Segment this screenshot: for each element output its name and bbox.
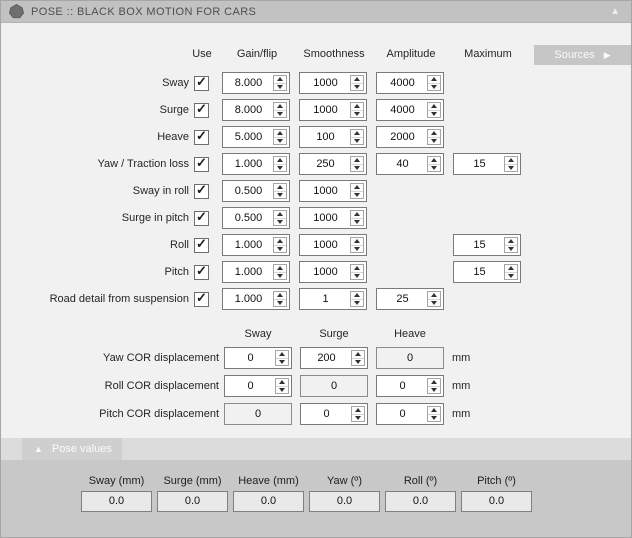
motion-row-road-detail bbox=[1, 288, 631, 310]
spinner-down-icon bbox=[355, 416, 361, 420]
pose-value-readout: 0.0 bbox=[233, 491, 304, 512]
roll-cor-sway-spinner[interactable]: 0 bbox=[224, 375, 292, 397]
spinner-arrows[interactable] bbox=[350, 237, 364, 253]
sway-gain-spinner[interactable]: 8.000 bbox=[222, 72, 290, 94]
spinner-up-icon bbox=[277, 185, 283, 189]
sway-smoothness-spinner[interactable]: 1000 bbox=[299, 72, 367, 94]
spinner-down-icon bbox=[277, 220, 283, 224]
pose-values-tab-label: Pose values bbox=[51, 443, 112, 455]
row-label: Surge in pitch bbox=[121, 212, 189, 224]
spinner-up-icon bbox=[354, 266, 360, 270]
spinner-up-icon bbox=[277, 131, 283, 135]
pitch-maximum-spinner[interactable]: 15 bbox=[453, 261, 521, 283]
spinner-down-icon bbox=[279, 388, 285, 392]
pose-value-readout: 0.0 bbox=[385, 491, 456, 512]
spinner-up-icon bbox=[277, 293, 283, 297]
roll-maximum-spinner[interactable]: 15 bbox=[453, 234, 521, 256]
spinner-up-icon bbox=[355, 408, 361, 412]
yaw-use-checkbox[interactable] bbox=[194, 154, 209, 172]
yaw-cor-surge-spinner[interactable]: 200 bbox=[300, 347, 368, 369]
window-title: POSE :: BLACK BOX MOTION FOR CARS bbox=[31, 5, 257, 18]
spinner-down-icon bbox=[508, 274, 514, 278]
check-icon: ✓ bbox=[196, 100, 207, 116]
spinner-arrows[interactable] bbox=[350, 210, 364, 226]
spinner-down-icon bbox=[354, 274, 360, 278]
header-maximum: Maximum bbox=[464, 48, 512, 60]
road-detail-gain-spinner[interactable]: 1.000 bbox=[222, 288, 290, 310]
spinner-up-icon bbox=[354, 293, 360, 297]
pose-values-tab[interactable] bbox=[22, 438, 122, 460]
spinner-arrows[interactable] bbox=[427, 129, 441, 145]
surge-in-pitch-smoothness-spinner[interactable]: 1000 bbox=[299, 207, 367, 229]
spinner-up-icon bbox=[354, 158, 360, 162]
check-icon: ✓ bbox=[196, 73, 207, 89]
pitch-gain-spinner[interactable]: 1.000 bbox=[222, 261, 290, 283]
spinner-up-icon bbox=[279, 380, 285, 384]
spinner-up-icon bbox=[431, 77, 437, 81]
unit-label: mm bbox=[452, 380, 471, 392]
spinner-down-icon bbox=[354, 139, 360, 143]
spinner-arrows[interactable] bbox=[275, 350, 289, 366]
row-label: Yaw COR displacement bbox=[103, 352, 219, 364]
check-icon: ✓ bbox=[196, 235, 207, 251]
road-detail-smoothness-spinner[interactable]: 1 bbox=[299, 288, 367, 310]
pose-value-roll bbox=[385, 475, 456, 512]
spinner-up-icon bbox=[277, 77, 283, 81]
spinner-arrows[interactable] bbox=[273, 129, 287, 145]
spinner-up-icon bbox=[431, 380, 437, 384]
spinner-arrows[interactable] bbox=[504, 156, 518, 172]
row-label: Sway in roll bbox=[132, 185, 189, 197]
header-amplitude: Amplitude bbox=[386, 48, 436, 60]
spinner-up-icon bbox=[508, 158, 514, 162]
motion-row-sway-in-roll bbox=[1, 180, 631, 202]
spinner-up-icon bbox=[355, 352, 361, 356]
spinner-up-icon bbox=[508, 266, 514, 270]
spinner-down-icon bbox=[277, 139, 283, 143]
spinner-up-icon bbox=[277, 212, 283, 216]
row-label: Pitch COR displacement bbox=[99, 408, 219, 420]
pose-value-sway bbox=[81, 475, 152, 512]
spinner-up-icon bbox=[508, 239, 514, 243]
motion-row-yaw-traction-loss bbox=[1, 153, 631, 175]
spinner-arrows[interactable] bbox=[350, 75, 364, 91]
pose-value-yaw bbox=[309, 475, 380, 512]
spinner-down-icon bbox=[277, 301, 283, 305]
motion-row-pitch bbox=[1, 261, 631, 283]
surge-amplitude-spinner[interactable]: 4000 bbox=[376, 99, 444, 121]
spinner-arrows[interactable] bbox=[427, 102, 441, 118]
header-gain-flip: Gain/flip bbox=[236, 48, 278, 60]
yaw-cor-heave-field-disabled: 0 bbox=[376, 347, 444, 369]
spinner-up-icon bbox=[277, 266, 283, 270]
pose-value-readout: 0.0 bbox=[81, 491, 152, 512]
spinner-arrows[interactable] bbox=[350, 291, 364, 307]
pose-value-readout: 0.0 bbox=[309, 491, 380, 512]
road-detail-use-checkbox[interactable] bbox=[194, 289, 209, 307]
pose-value-label: Pitch (º) bbox=[477, 475, 516, 487]
spinner-up-icon bbox=[431, 104, 437, 108]
spinner-up-icon bbox=[431, 408, 437, 412]
spinner-arrows[interactable] bbox=[273, 210, 287, 226]
spinner-up-icon bbox=[354, 212, 360, 216]
pose-value-label: Heave (mm) bbox=[238, 475, 299, 487]
check-icon: ✓ bbox=[196, 154, 207, 170]
surge-in-pitch-use-checkbox[interactable] bbox=[194, 208, 209, 226]
spinner-down-icon bbox=[355, 360, 361, 364]
spinner-down-icon bbox=[431, 416, 437, 420]
header-use: Use bbox=[192, 48, 212, 60]
yaw-smoothness-spinner[interactable]: 250 bbox=[299, 153, 367, 175]
spinner-arrows[interactable] bbox=[273, 264, 287, 280]
pitch-cor-heave-spinner[interactable]: 0 bbox=[376, 403, 444, 425]
cor-header-sway: Sway bbox=[244, 328, 272, 340]
row-label: Yaw / Traction loss bbox=[97, 158, 189, 170]
motion-row-sway bbox=[1, 72, 631, 94]
header-smoothness: Smoothness bbox=[303, 48, 365, 60]
check-icon: ✓ bbox=[196, 262, 207, 278]
spinner-arrows[interactable] bbox=[351, 350, 365, 366]
spinner-up-icon bbox=[431, 293, 437, 297]
surge-use-checkbox[interactable] bbox=[194, 100, 209, 118]
row-label: Pitch bbox=[164, 266, 189, 278]
spinner-up-icon bbox=[354, 239, 360, 243]
spinner-arrows[interactable] bbox=[273, 156, 287, 172]
pose-value-pitch bbox=[461, 475, 532, 512]
spinner-down-icon bbox=[354, 112, 360, 116]
spinner-down-icon bbox=[277, 193, 283, 197]
spinner-down-icon bbox=[277, 112, 283, 116]
spinner-down-icon bbox=[431, 139, 437, 143]
spinner-down-icon bbox=[354, 301, 360, 305]
spinner-down-icon bbox=[354, 220, 360, 224]
sway-amplitude-spinner[interactable]: 4000 bbox=[376, 72, 444, 94]
spinner-down-icon bbox=[431, 301, 437, 305]
spinner-arrows[interactable] bbox=[275, 378, 289, 394]
pitch-smoothness-spinner[interactable]: 1000 bbox=[299, 261, 367, 283]
row-label: Roll COR displacement bbox=[104, 380, 219, 392]
spinner-arrows[interactable] bbox=[273, 237, 287, 253]
pitch-use-checkbox[interactable] bbox=[194, 262, 209, 280]
pose-value-readout: 0.0 bbox=[157, 491, 228, 512]
spinner-down-icon bbox=[354, 247, 360, 251]
spinner-down-icon bbox=[354, 85, 360, 89]
spinner-up-icon bbox=[277, 158, 283, 162]
cor-column-headers bbox=[1, 328, 631, 342]
spinner-up-icon bbox=[431, 158, 437, 162]
pose-value-label: Sway (mm) bbox=[88, 475, 145, 487]
spinner-arrows[interactable] bbox=[273, 183, 287, 199]
spinner-down-icon bbox=[508, 247, 514, 251]
cor-row-roll bbox=[1, 375, 631, 397]
spinner-down-icon bbox=[431, 112, 437, 116]
surge-in-pitch-gain-spinner[interactable]: 0.500 bbox=[222, 207, 290, 229]
check-icon: ✓ bbox=[196, 181, 207, 197]
motion-row-surge-in-pitch bbox=[1, 207, 631, 229]
spinner-up-icon bbox=[354, 185, 360, 189]
spinner-arrows[interactable] bbox=[351, 406, 365, 422]
pose-value-heave bbox=[233, 475, 304, 512]
sway-in-roll-gain-spinner[interactable]: 0.500 bbox=[222, 180, 290, 202]
road-detail-amplitude-spinner[interactable]: 25 bbox=[376, 288, 444, 310]
pose-value-label: Roll (º) bbox=[403, 475, 438, 487]
spinner-arrows[interactable] bbox=[350, 264, 364, 280]
row-label: Roll bbox=[170, 239, 189, 251]
heave-smoothness-spinner[interactable]: 100 bbox=[299, 126, 367, 148]
yaw-amplitude-spinner[interactable]: 40 bbox=[376, 153, 444, 175]
roll-cor-surge-field-disabled: 0 bbox=[300, 375, 368, 397]
cor-header-heave: Heave bbox=[394, 328, 426, 340]
spinner-up-icon bbox=[279, 352, 285, 356]
row-label: Heave bbox=[157, 131, 189, 143]
unit-label: mm bbox=[452, 408, 471, 420]
spinner-up-icon bbox=[354, 77, 360, 81]
roll-cor-heave-spinner[interactable]: 0 bbox=[376, 375, 444, 397]
roll-smoothness-spinner[interactable]: 1000 bbox=[299, 234, 367, 256]
check-icon: ✓ bbox=[196, 208, 207, 224]
spinner-down-icon bbox=[431, 166, 437, 170]
pose-values-tab-strip bbox=[1, 438, 631, 460]
spinner-up-icon bbox=[354, 131, 360, 135]
spinner-arrows[interactable] bbox=[273, 75, 287, 91]
collapse-panel-icon[interactable]: ▲ bbox=[610, 6, 620, 17]
right-triangle-icon: ▶ bbox=[603, 49, 611, 60]
check-icon: ✓ bbox=[196, 289, 207, 305]
unit-label: mm bbox=[452, 352, 471, 364]
pose-value-readout: 0.0 bbox=[461, 491, 532, 512]
spinner-down-icon bbox=[508, 166, 514, 170]
sources-button[interactable]: Sources ▶ bbox=[534, 45, 631, 65]
spinner-down-icon bbox=[277, 166, 283, 170]
spinner-up-icon bbox=[277, 239, 283, 243]
heave-amplitude-spinner[interactable]: 2000 bbox=[376, 126, 444, 148]
row-label: Surge bbox=[159, 104, 189, 116]
spinner-arrows[interactable] bbox=[427, 75, 441, 91]
spinner-up-icon bbox=[354, 104, 360, 108]
sway-in-roll-use-checkbox[interactable] bbox=[194, 181, 209, 199]
spinner-arrows[interactable] bbox=[273, 102, 287, 118]
cor-header-surge: Surge bbox=[319, 328, 349, 340]
pose-value-surge bbox=[157, 475, 228, 512]
heave-use-checkbox[interactable] bbox=[194, 127, 209, 145]
cor-row-yaw bbox=[1, 347, 631, 369]
pose-value-label: Surge (mm) bbox=[163, 475, 222, 487]
check-icon: ✓ bbox=[196, 127, 207, 143]
spinner-up-icon bbox=[277, 104, 283, 108]
motion-row-roll bbox=[1, 234, 631, 256]
motion-table bbox=[1, 72, 631, 310]
spinner-arrows[interactable] bbox=[350, 102, 364, 118]
pose-values-panel bbox=[1, 460, 631, 537]
spinner-arrows[interactable] bbox=[427, 156, 441, 172]
motion-row-heave bbox=[1, 126, 631, 148]
motion-row-surge bbox=[1, 99, 631, 121]
spinner-down-icon bbox=[277, 247, 283, 251]
spinner-down-icon bbox=[431, 388, 437, 392]
sway-use-checkbox[interactable] bbox=[194, 73, 209, 91]
spinner-down-icon bbox=[354, 193, 360, 197]
titlebar bbox=[1, 1, 631, 23]
spinner-arrows[interactable] bbox=[350, 129, 364, 145]
heave-gain-spinner[interactable]: 5.000 bbox=[222, 126, 290, 148]
spinner-arrows[interactable] bbox=[504, 264, 518, 280]
surge-gain-spinner[interactable]: 8.000 bbox=[222, 99, 290, 121]
spinner-arrows[interactable] bbox=[273, 291, 287, 307]
spinner-arrows[interactable] bbox=[427, 406, 441, 422]
roll-use-checkbox[interactable] bbox=[194, 235, 209, 253]
spinner-down-icon bbox=[354, 166, 360, 170]
yaw-maximum-spinner[interactable]: 15 bbox=[453, 153, 521, 175]
spinner-down-icon bbox=[277, 274, 283, 278]
spinner-arrows[interactable] bbox=[504, 237, 518, 253]
sway-in-roll-smoothness-spinner[interactable]: 1000 bbox=[299, 180, 367, 202]
hexagon-app-icon bbox=[9, 4, 24, 19]
pose-settings-panel bbox=[1, 24, 631, 438]
spinner-down-icon bbox=[279, 360, 285, 364]
pose-value-label: Yaw (º) bbox=[327, 475, 362, 487]
spinner-arrows[interactable] bbox=[427, 291, 441, 307]
spinner-arrows[interactable] bbox=[427, 378, 441, 394]
yaw-cor-sway-spinner[interactable]: 0 bbox=[224, 347, 292, 369]
spinner-arrows[interactable] bbox=[350, 156, 364, 172]
yaw-gain-spinner[interactable]: 1.000 bbox=[222, 153, 290, 175]
spinner-down-icon bbox=[277, 85, 283, 89]
cor-row-pitch bbox=[1, 403, 631, 425]
collapse-tab-icon: ▲ bbox=[34, 444, 43, 454]
spinner-arrows[interactable] bbox=[350, 183, 364, 199]
spinner-up-icon bbox=[431, 131, 437, 135]
cor-table bbox=[1, 347, 631, 425]
surge-smoothness-spinner[interactable]: 1000 bbox=[299, 99, 367, 121]
spinner-down-icon bbox=[431, 85, 437, 89]
pitch-cor-sway-field-disabled: 0 bbox=[224, 403, 292, 425]
pitch-cor-surge-spinner[interactable]: 0 bbox=[300, 403, 368, 425]
row-label: Road detail from suspension bbox=[49, 293, 189, 305]
roll-gain-spinner[interactable]: 1.000 bbox=[222, 234, 290, 256]
row-label: Sway bbox=[162, 77, 189, 89]
